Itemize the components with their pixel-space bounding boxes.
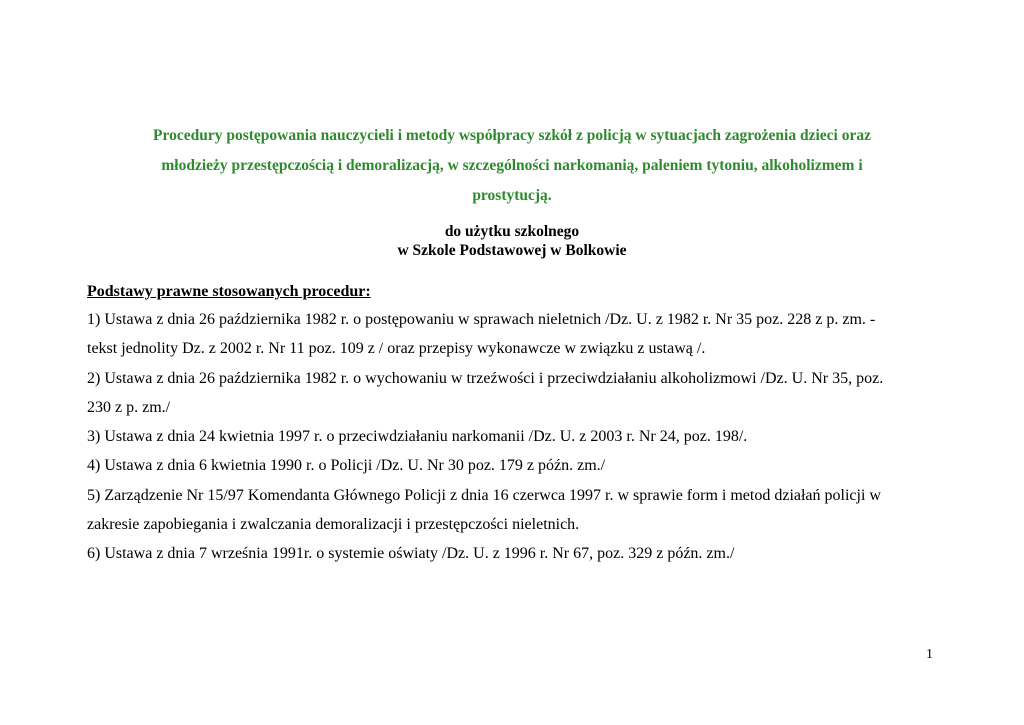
body-line: tekst jednolity Dz. z 2002 r. Nr 11 poz. 109 z / oraz przepisy wykonawcze w związku z ustawą /. — [87, 340, 706, 358]
body-line: zakresie zapobiegania i zwalczania demoralizacji i przestępczości nieletnich. — [87, 516, 580, 534]
title-line: Procedury postępowania nauczycieli i metody współpracy szkół z policją w sytuacjach zagrożenia dzieci oraz — [153, 127, 871, 144]
section-heading: Podstawy prawne stosowanych procedur: — [87, 283, 371, 300]
document-subtitle — [90, 222, 934, 260]
document-title — [90, 121, 934, 211]
page-number: 1 — [926, 647, 933, 662]
subtitle-line: w Szkole Podstawowej w Bolkowie — [397, 242, 627, 259]
body-line: 2) Ustawa z dnia 26 października 1982 r. o wychowaniu w trzeźwości i przeciwdziałaniu alkoholizmowi /Dz. U. Nr 35, poz. — [87, 369, 884, 387]
body-line: 6) Ustawa z dnia 7 września 1991r. o systemie oświaty /Dz. U. z 1996 r. Nr 67, poz. 329 z późn. zm./ — [87, 545, 735, 563]
title-line: prostytucją. — [472, 187, 552, 204]
title-line: młodzieży przestępczością i demoralizacją, w szczególności narkomanią, paleniem tytoniu, alkoholizmem i — [161, 157, 863, 174]
legal-basis-list — [87, 305, 947, 569]
body-line: 4) Ustawa z dnia 6 kwietnia 1990 r. o Policji /Dz. U. Nr 30 poz. 179 z późn. zm./ — [87, 457, 606, 475]
body-line: 230 z p. zm./ — [87, 398, 171, 416]
body-line: 1) Ustawa z dnia 26 października 1982 r. o postępowaniu w sprawach nieletnich /Dz. U. z 1982 r. Nr 35 poz. 228 z p. zm. - — [87, 311, 876, 328]
body-line: 3) Ustawa z dnia 24 kwietnia 1997 r. o przeciwdziałaniu narkomanii /Dz. U. z 2003 r. Nr 24, poz. 198/. — [87, 428, 748, 446]
subtitle-line: do użytku szkolnego — [444, 223, 580, 240]
body-line: 5) Zarządzenie Nr 15/97 Komendanta Głównego Policji z dnia 16 czerwca 1997 r. w sprawie form i metod działań policji w — [87, 486, 881, 504]
